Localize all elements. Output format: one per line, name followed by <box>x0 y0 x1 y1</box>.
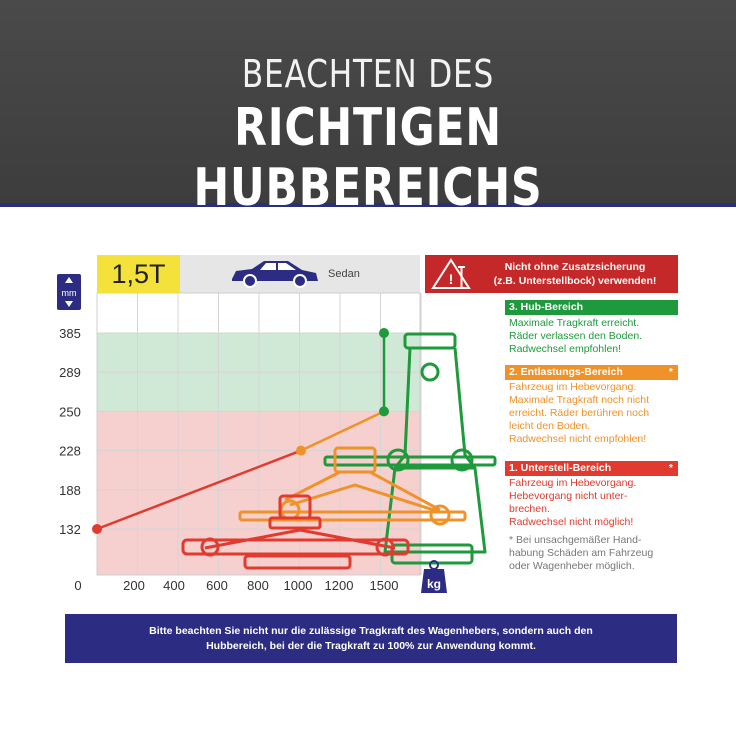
panel-unterstell-star: * <box>668 462 673 474</box>
panel-hub-title <box>505 300 678 315</box>
warning-text-line2: (z.B. Unterstellbock) verwenden! <box>493 275 657 287</box>
x-tick-label: 1500 <box>369 578 399 593</box>
svg-text:!: ! <box>448 271 454 287</box>
panel-unterstell-line: Radwechsel nicht möglich! <box>509 516 634 528</box>
x-axis-ticks <box>74 578 398 593</box>
warning-text-line1: Nicht ohne Zusatzsicherung <box>504 261 646 273</box>
x-tick-label: 0 <box>74 578 82 593</box>
page-title-line1: BEACHTEN DES <box>241 52 495 96</box>
y-tick-label: 385 <box>59 326 81 341</box>
footnote-line: oder Wagenheber möglich. <box>509 560 635 572</box>
panel-entlastung-line: Radwechsel nicht empfohlen! <box>509 433 647 445</box>
warning-text <box>475 260 675 288</box>
footer-note <box>65 614 677 663</box>
y-tick-label: 228 <box>59 443 81 459</box>
y-tick-label: 132 <box>59 522 81 537</box>
panel-unterstell-text <box>509 477 681 529</box>
page-title-line2: RICHTIGEN HUBBEREICHS <box>193 98 543 218</box>
panel-unterstell-title-text: 1. Unterstell-Bereich <box>509 462 612 474</box>
footer-line2: Hubbereich, bei der die Tragkraft zu 100% zur Anwendung kommt. <box>206 640 536 652</box>
panel-hub-line: Radwechsel empfohlen! <box>509 343 622 355</box>
footnote-line: habung Schäden am Fahrzeug <box>509 547 654 559</box>
panel-entlastung-text <box>509 381 681 446</box>
jack-warning-icon <box>431 257 471 291</box>
footer-line1: Bitte beachten Sie nicht nur die zulässige Tragkraft des Wagenhebers, sondern auch den <box>149 625 593 637</box>
data-point <box>92 524 102 534</box>
y-tick-label: 188 <box>59 482 81 498</box>
x-tick-label: 800 <box>247 578 269 593</box>
panel-hub-line: Maximale Tragkraft erreicht. <box>509 317 640 329</box>
panel-entlastung-star: * <box>668 366 673 378</box>
svg-text:mm: mm <box>61 288 77 298</box>
vehicle-type-label: Sedan <box>328 268 360 280</box>
panel-unterstell-line: Hebevorgang nicht unter- <box>509 490 628 502</box>
x-tick-label: 600 <box>206 578 228 593</box>
panel-hub-line: Räder verlassen den Boden. <box>509 330 643 342</box>
panel-entlastung-line: erreicht. Räder berühren noch <box>509 407 650 419</box>
panel-unterstell-line: Fahrzeug im Hebevorgang. <box>509 477 637 489</box>
panel-entlastung-title <box>505 365 678 380</box>
panel-entlastung-line: Maximale Tragkraft noch nicht <box>509 394 650 406</box>
mm-up-down-icon <box>57 274 81 310</box>
y-tick-label: 289 <box>59 365 81 381</box>
x-tick-label: 200 <box>123 578 145 593</box>
panel-entlastung-title-text: 2. Entlastungs-Bereich <box>509 366 623 378</box>
y-axis-ticks <box>59 326 81 537</box>
footnote-line: * Bei unsachgemäßer Hand- <box>509 534 642 546</box>
kg-weight-icon <box>421 561 447 593</box>
footnote <box>509 534 681 573</box>
data-point <box>379 406 389 416</box>
data-point <box>296 446 306 456</box>
panel-entlastung-line: Fahrzeug im Hebevorgang. <box>509 381 637 393</box>
x-tick-label: 1200 <box>324 578 354 593</box>
panel-hub-text <box>509 317 681 356</box>
y-tick-label: 250 <box>59 404 81 420</box>
svg-text:kg: kg <box>426 577 442 591</box>
panel-unterstell-title <box>505 461 678 476</box>
panel-unterstell-line: brechen. <box>509 503 550 515</box>
panel-hub-title-text: 3. Hub-Bereich <box>509 301 584 313</box>
capacity-badge: 1,5T <box>97 255 180 293</box>
x-tick-label: 400 <box>163 578 185 593</box>
data-point <box>379 328 389 338</box>
panel-entlastung-line: leicht den Boden. <box>509 420 591 432</box>
warning-banner <box>425 255 678 293</box>
x-tick-label: 1000 <box>283 578 313 593</box>
